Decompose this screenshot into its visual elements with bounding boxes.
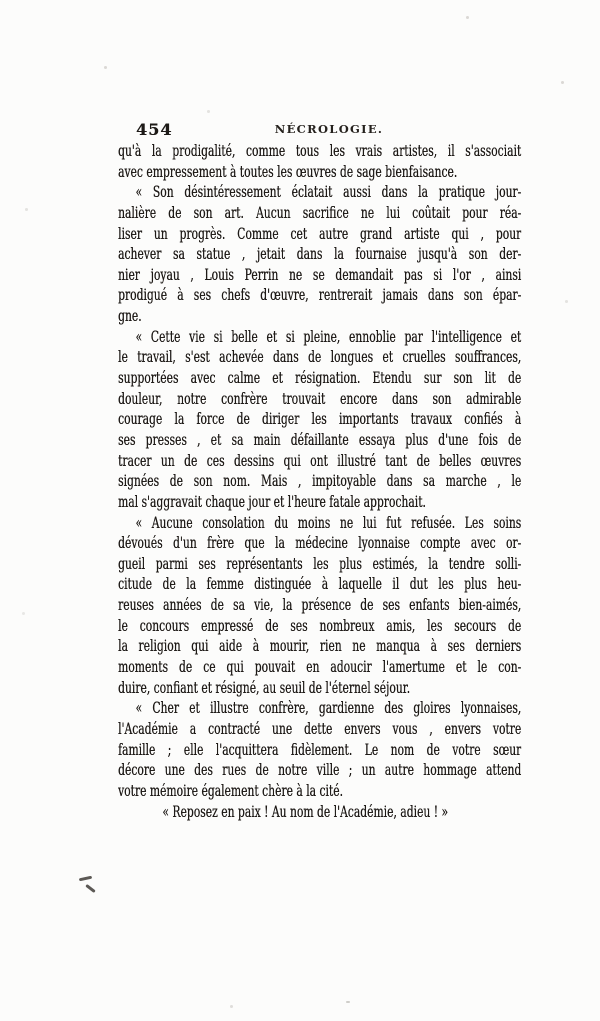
text-line: supportées avec calme et résignation. Etendu sur son lit de [118,368,522,388]
text-line: nier joyau , Louis Perrin ne se demandait pas si l'or , ainsi [118,264,522,284]
text-line: nalière de son art. Aucun sacrifice ne lui coûtait pour réa- [118,202,522,222]
text-line: signées de son nom. Mais , impitoyable dans sa marche , le [118,471,522,491]
text-line: reuses années de sa vie, la présence de ses enfants bien-aimés, [118,595,522,615]
text-line: gne. [118,306,142,326]
text-block [118,141,521,822]
text-line: dévoués d'un frère que la médecine lyonnaise compte avec or- [118,533,522,553]
text-line: « Aucune consolation du moins ne lui fut refusée. Les soins [135,512,522,532]
scan-speck [22,612,25,615]
running-head-title: NÉCROLOGIE. [274,122,384,136]
text-line: votre mémoire également chère à la cité. [118,780,343,800]
scan-speck [565,300,568,303]
text-line: citude de la femme distinguée à laquelle il dut les plus heu- [118,574,522,594]
ink-stroke [85,884,96,893]
text-line: courage la force de diriger les importants travaux confiés à [118,409,522,429]
scan-speck [346,1001,350,1003]
page-number: 454 [136,120,173,139]
text-line: tracer un de ces dessins qui ont illustré tant de belles œuvres [118,450,522,470]
text-line: moments de ce qui pouvait en adoucir l'amertume et le con- [118,657,522,677]
text-line: l'Académie a contracté une dette envers vous , envers votre [118,718,522,738]
text-line: ses presses , et sa main défaillante essaya plus d'une fois de [118,429,522,449]
text-line: « Cher et illustre confrère, gardienne des gloires lyonnaises, [135,698,522,718]
text-line: prodigué à ses chefs d'œuvre, rentrerait jamais dans son épar- [118,285,522,305]
scan-speck [104,66,107,69]
text-line: « Son désintéressement éclatait aussi dans la pratique jour- [135,182,522,202]
text-line: « Cette vie si belle et si pleine, ennoblie par l'intelligence et [135,326,522,346]
text-line: achever sa statue , jetait dans la fournaise jusqu'à son der- [118,244,522,264]
text-line: le travail, s'est achevée dans de longues et cruelles souffrances, [118,347,522,367]
text-line: avec empressement à toutes les œuvres de sage bienfaisance. [118,161,458,181]
text-line: mal s'aggravait chaque jour et l'heure fatale approchait. [118,491,426,511]
text-line: « Reposez en paix ! Au nom de l'Académie, adieu ! » [162,801,448,821]
scan-speck [25,208,28,211]
scan-speck [207,110,210,113]
text-line: le concours empressé de ses nombreux amis, les secours de [118,615,522,635]
text-line: la religion qui aide à mourir, rien ne manqua à ses derniers [118,636,522,656]
ink-stroke [79,876,92,882]
text-line: décore une des rues de notre ville ; un autre hommage attend [118,760,522,780]
text-line: famille ; elle l'acquittera fidèlement. Le nom de votre sœur [118,739,522,759]
scan-speck [561,81,564,84]
scan-speck [466,16,469,19]
text-line: qu'à la prodigalité, comme tous les vrais artistes, il s'associait [118,141,522,160]
text-line: douleur, notre confrère trouvait encore dans son admirable [118,388,522,408]
text-line: gueil parmi ses représentants les plus estimés, la tendre solli- [118,553,522,573]
scan-speck [230,1005,233,1008]
text-line: duire, confiant et résigné, au seuil de l'éternel séjour. [118,677,411,697]
text-line: liser un progrès. Comme cet autre grand artiste qui , pour [118,223,522,243]
